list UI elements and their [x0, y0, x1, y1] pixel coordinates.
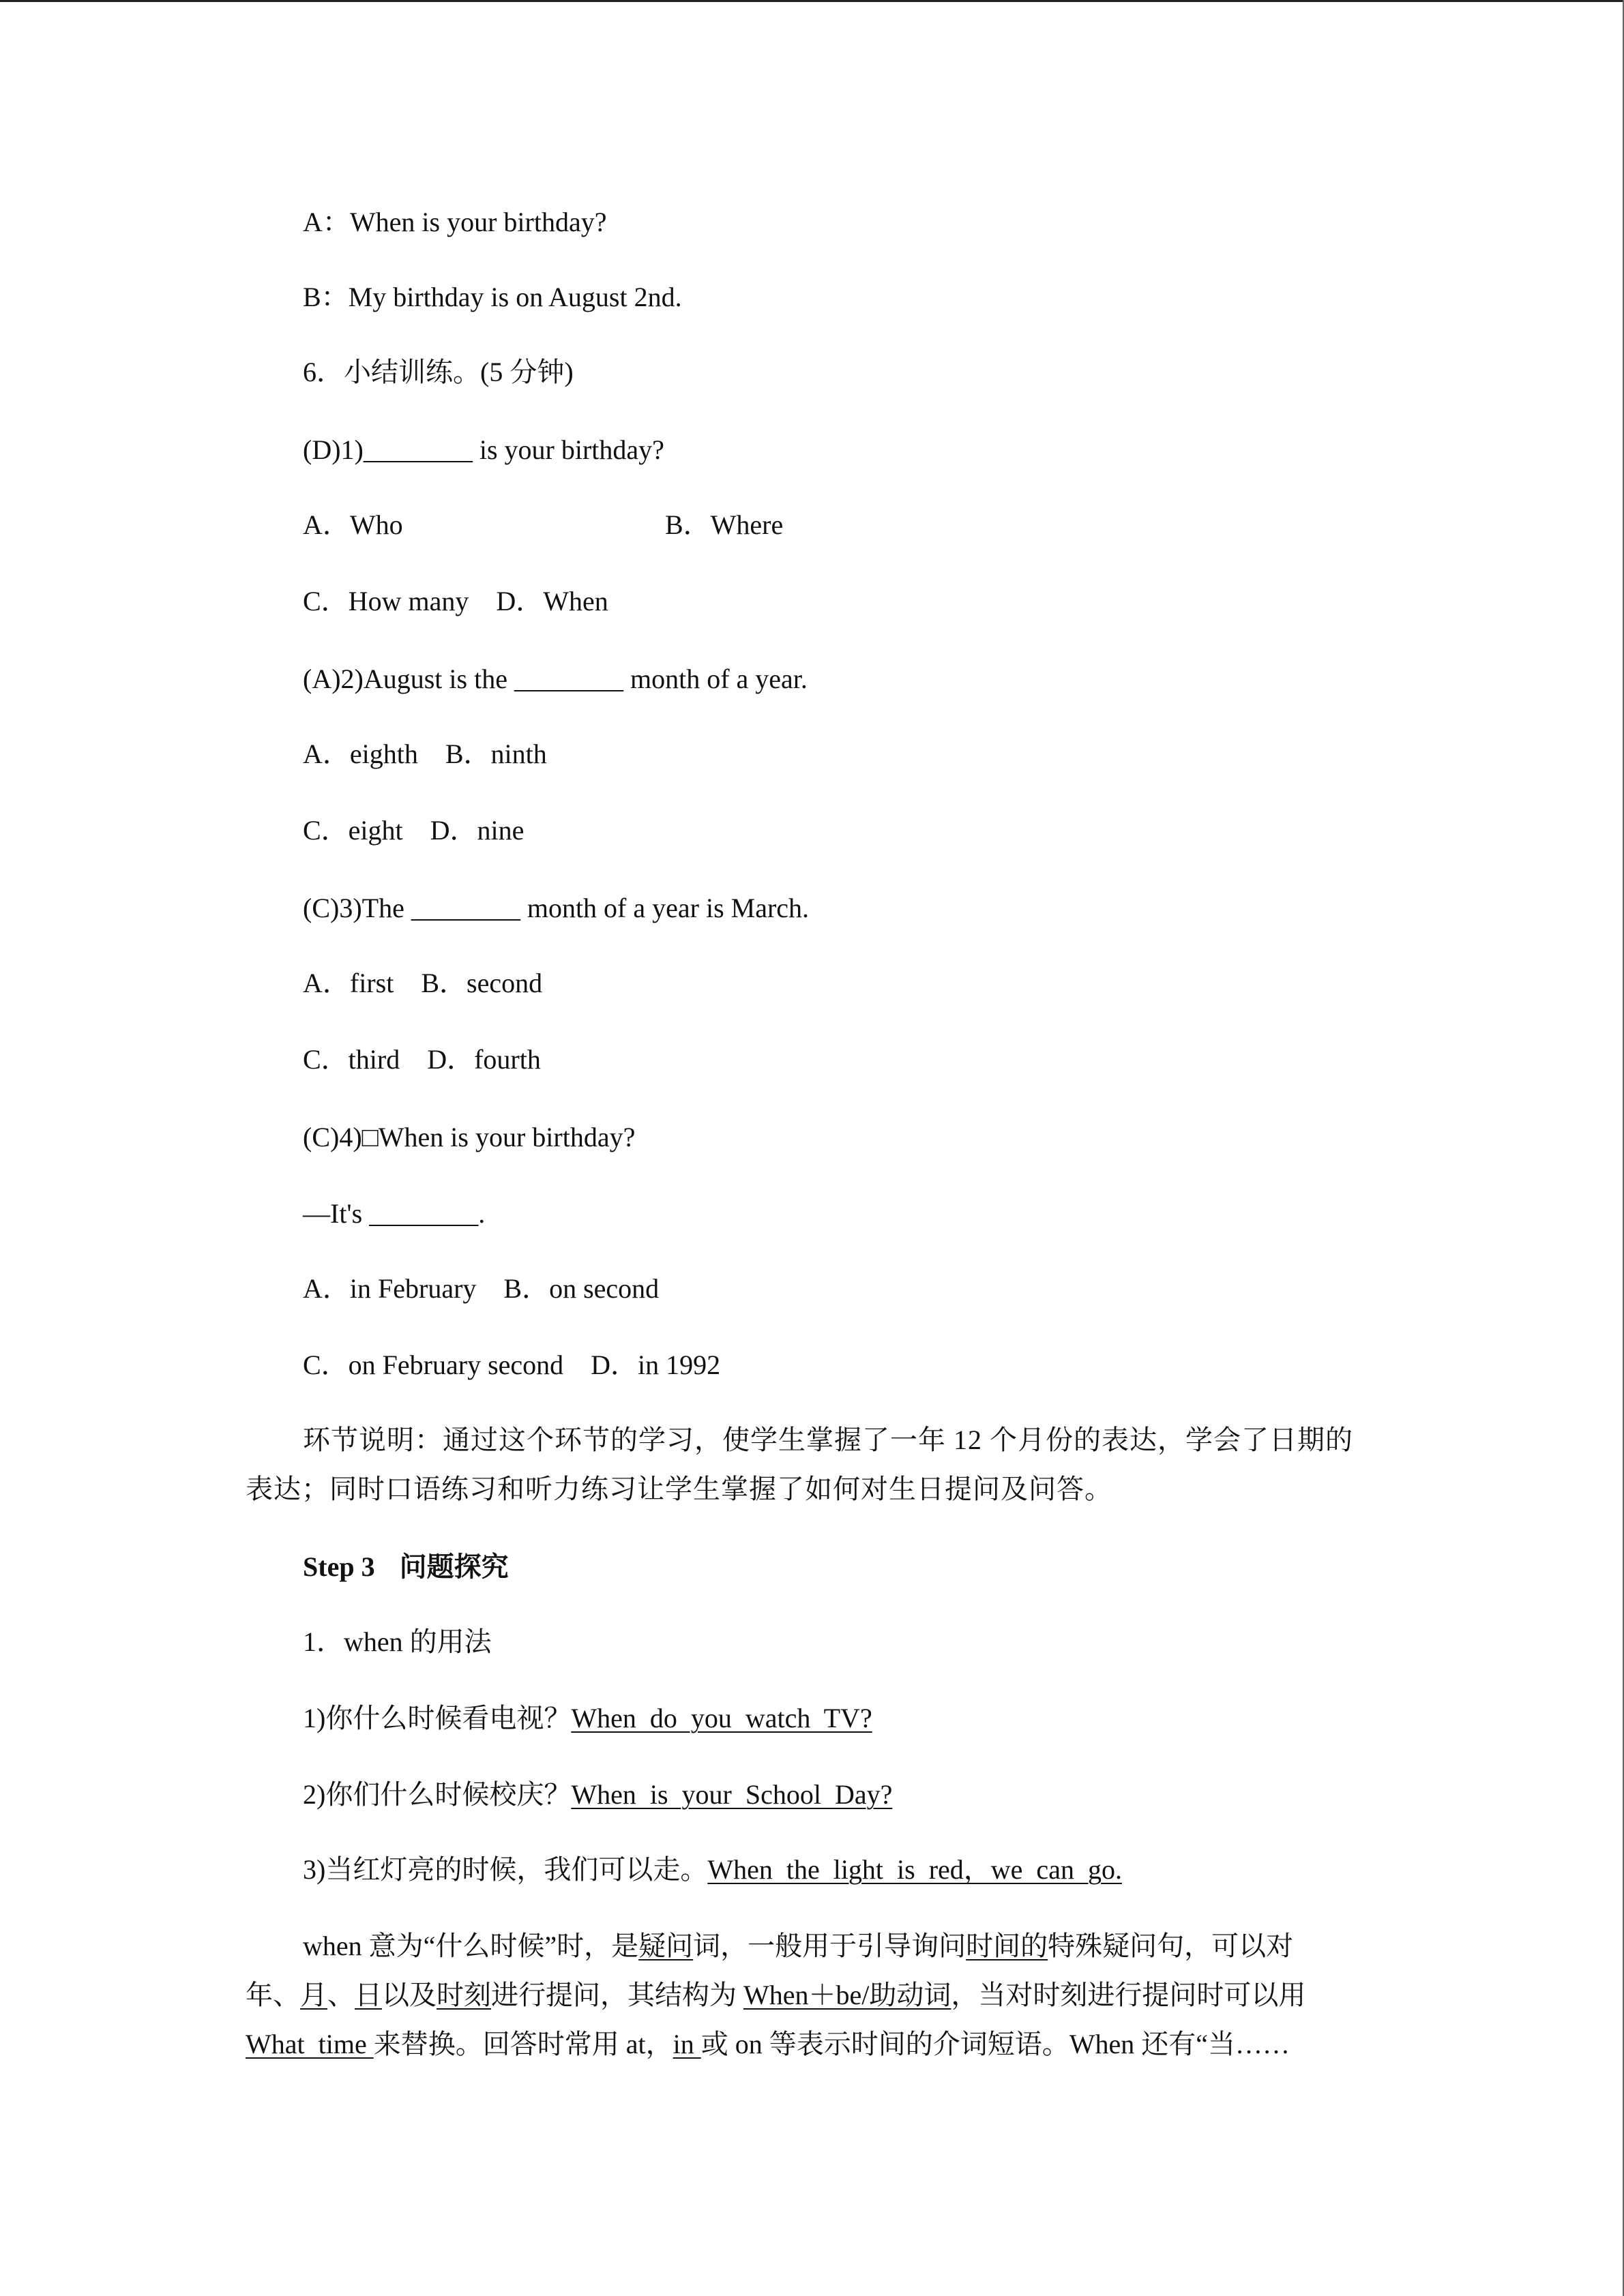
question-2-options-cd: C．eight D．nine [303, 815, 525, 846]
section-note-line-1: 环节说明：通过这个环节的学习，使学生掌握了一年 12 个月份的表达，学会了日期的 [303, 1425, 1353, 1455]
example-3-answer: When the light is red，we can go. [707, 1854, 1122, 1885]
step3-heading [303, 1549, 509, 1585]
when-explanation [246, 1922, 1378, 2069]
dialogue-b: B：My birthday is on August 2nd. [303, 282, 682, 312]
summary-heading: 6．小结训练。(5 分钟) [303, 357, 574, 387]
question-1-option-b: B．Where [665, 509, 784, 540]
question-2-options-ab: A．eighth B．ninth [303, 739, 547, 769]
explanation-line-2: 年、月、日以及时刻进行提问，其结构为 When＋be/助动词，当对时刻进行提问时可以用 [246, 1980, 1306, 2010]
example-3: 3)当红灯亮的时候，我们可以走。When the light is red，we can go. [303, 1854, 1122, 1885]
question-4-options-cd: C．on February second D．in 1992 [303, 1350, 721, 1380]
question-4-reply: —It's ________. [303, 1198, 486, 1229]
when-usage-heading: 1．when 的用法 [303, 1626, 492, 1657]
section-note-line-2: 表达；同时口语练习和听力练习让学生掌握了如何对生日提问及问答。 [246, 1474, 1112, 1504]
section-note [246, 1416, 1378, 1514]
example-2-answer: When is your School Day? [571, 1779, 893, 1810]
step3-title: 问题探究 [399, 1551, 509, 1582]
question-3-options-ab: A．first B．second [303, 968, 543, 998]
question-4-options-ab: A．in February B．on second [303, 1273, 660, 1304]
explanation-line-1: when 意为“什么时候”时，是疑问词，一般用于引导询问时间的特殊疑问句，可以对 [303, 1930, 1294, 1961]
question-3-options-cd: C．third D．fourth [303, 1044, 541, 1075]
example-1: 1)你什么时候看电视？When do you watch TV? [303, 1703, 872, 1733]
question-1: (D)1)________ is your birthday? [303, 434, 664, 465]
question-2: (A)2)August is the ________ month of a year. [303, 664, 808, 694]
question-3: (C)3)The ________ month of a year is March. [303, 893, 810, 923]
example-1-answer: When do you watch TV? [571, 1703, 872, 1733]
question-1-option-a: A．Who [303, 509, 403, 540]
example-2: 2)你们什么时候校庆？When is your School Day? [303, 1779, 893, 1810]
explanation-line-3: What time 来替换。回答时常用 at，in 或 on 等表示时间的介词短语。When 还有“当…… [246, 2029, 1290, 2059]
question-1-options-cd: C．How many D．When [303, 586, 608, 616]
question-4: (C)4)□When is your birthday? [303, 1122, 636, 1152]
step3-label: Step 3 [303, 1551, 375, 1582]
dialogue-a: A：When is your birthday? [303, 207, 607, 237]
